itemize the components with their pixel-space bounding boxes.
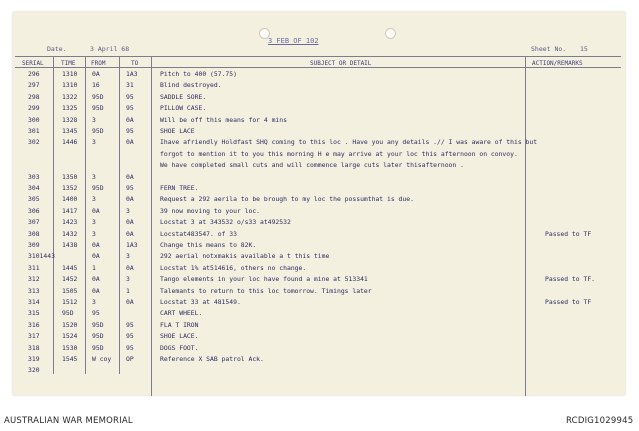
cell-to: 3 <box>126 206 130 215</box>
cell-subject: PILLOW CASE. <box>160 104 207 113</box>
cell-serial: 313 <box>28 286 40 295</box>
cell-serial: 317 <box>28 332 40 341</box>
table-row <box>0 206 639 217</box>
cell-time: 1438 <box>62 241 78 249</box>
cell-serial: 3101443 <box>28 252 55 261</box>
cell-from: 3 <box>92 298 96 306</box>
cell-subject: Pitch to 400 (57.75) <box>160 70 237 78</box>
table-row <box>0 92 639 103</box>
table-row <box>0 194 639 205</box>
cell-to: 95 <box>126 104 134 113</box>
cell-subject: forgot to mention it to you this morning H e may arrive at your loc this afternoon on convoy. <box>160 149 518 158</box>
table-row <box>0 308 639 319</box>
footer-source: AUSTRALIAN WAR MEMORIAL <box>4 416 133 426</box>
cell-time: 1432 <box>62 229 78 238</box>
cell-time: 95D <box>62 309 74 318</box>
cell-serial: 318 <box>28 343 40 352</box>
cell-from: 3 <box>92 115 96 124</box>
cell-subject: Locstat483547. of 33 <box>160 229 237 238</box>
cell-to: 0A <box>126 218 134 227</box>
table-row <box>0 320 639 331</box>
cell-serial: 298 <box>28 92 40 101</box>
cell-time: 1505 <box>62 286 78 295</box>
table-row <box>0 297 639 308</box>
cell-serial: 309 <box>28 241 40 249</box>
cell-subject: 39 now moving to your loc. <box>160 206 261 215</box>
cell-from: 3 <box>92 195 96 204</box>
cell-serial: 303 <box>28 172 40 181</box>
cell-action: Passed to TF <box>545 229 592 238</box>
cell-serial: 305 <box>28 195 40 204</box>
cell-subject: DOGS FOOT. <box>160 343 199 352</box>
cell-subject: Ihave afriendly Holdfast SHQ coming to this loc . Have you any details .// I was aware of this but <box>160 138 538 147</box>
cell-serial: 297 <box>28 81 40 90</box>
sheet-number-value: 15 <box>580 45 588 53</box>
cell-time: 1400 <box>62 195 78 204</box>
cell-subject: Blind destroyed. <box>160 81 222 90</box>
cell-subject: SHOE LACE <box>160 127 195 135</box>
cell-to: 0A <box>126 229 134 238</box>
cell-serial: 308 <box>28 229 40 238</box>
sheet-number-label: Sheet No. <box>531 45 567 53</box>
cell-time: 1520 <box>62 320 78 329</box>
cell-time: 1524 <box>62 332 78 341</box>
cell-to: 3 <box>126 275 130 284</box>
cell-from: 0A <box>92 286 100 295</box>
cell-subject: CART WHEEL. <box>160 309 203 318</box>
cell-subject: Locstat 33 at 481549. <box>160 298 241 306</box>
cell-to: 95 <box>126 343 134 352</box>
cell-action: Passed to TF. <box>545 275 596 284</box>
table-row <box>0 274 639 285</box>
cell-from: 0A <box>92 275 100 284</box>
cell-serial: 315 <box>28 309 40 318</box>
date-label: Date. <box>47 45 67 53</box>
cell-from: W coy <box>92 355 112 363</box>
table-row <box>0 115 639 126</box>
cell-subject: Tango elements in your loc have found a mine at 513341 <box>160 275 368 284</box>
table-row <box>0 240 639 251</box>
cell-to: 95 <box>126 332 134 341</box>
cell-subject: 292 aerial notxmakis available a t this time <box>160 252 330 261</box>
column-header-subject: SUBJECT OR DETAIL <box>310 60 372 67</box>
table-row <box>0 217 639 228</box>
cell-subject: Change this means to 82K. <box>160 241 257 249</box>
cell-subject: We have completed small cuts and will commence large cuts later thisafternoon . <box>160 161 464 170</box>
date-value: 3 April 68 <box>90 45 130 53</box>
cell-time: 1325 <box>62 104 78 113</box>
column-header-from: FROM <box>91 60 106 67</box>
column-header-action: ACTION/REMARKS <box>532 60 583 67</box>
cell-subject: Will be off this means for 4 mins <box>160 115 287 124</box>
cell-from: 95D <box>92 332 104 341</box>
cell-serial: 306 <box>28 206 40 215</box>
cell-serial: 302 <box>28 138 40 147</box>
cell-from: 3 <box>92 229 96 238</box>
cell-subject: FLA T IRON <box>160 320 199 329</box>
cell-serial: 316 <box>28 320 40 329</box>
cell-from: 1 <box>92 263 96 272</box>
cell-serial: 319 <box>28 355 40 363</box>
table-row <box>0 229 639 240</box>
cell-from: 95D <box>92 184 104 192</box>
column-header-to: TO <box>131 60 139 67</box>
cell-from: 95D <box>92 320 104 329</box>
cell-subject: Request a 292 aerila to be brough to my loc the possumthat is due. <box>160 195 414 204</box>
cell-subject: SADDLE SORE. <box>160 92 207 101</box>
cell-from: 3 <box>92 138 96 147</box>
cell-from: 0A <box>92 241 100 249</box>
cell-time: 1530 <box>62 343 78 352</box>
cell-subject: Talemants to return to this loc tomorrow. Timings later <box>160 286 372 295</box>
cell-to: 95 <box>126 320 134 329</box>
cell-to: 95 <box>126 184 134 192</box>
cell-time: 1345 <box>62 127 78 135</box>
cell-time: 1310 <box>62 81 78 90</box>
cell-to: 95 <box>126 92 134 101</box>
cell-time: 1545 <box>62 355 78 363</box>
cell-from: 3 <box>92 218 96 227</box>
cell-action: Passed to TF <box>545 298 592 306</box>
cell-to: 1A3 <box>126 70 138 78</box>
cell-from: 0A <box>92 70 100 78</box>
cell-serial: 314 <box>28 298 40 306</box>
cell-from: 3 <box>92 172 96 181</box>
cell-serial: 307 <box>28 218 40 227</box>
cell-serial: 311 <box>28 263 40 272</box>
cell-to: 0A <box>126 138 134 147</box>
cell-serial: 312 <box>28 275 40 284</box>
cell-time: 1352 <box>62 184 78 192</box>
cell-time: 1322 <box>62 92 78 101</box>
cell-serial: 296 <box>28 70 40 78</box>
cell-time: 1445 <box>62 263 78 272</box>
cell-serial: 299 <box>28 104 40 113</box>
table-row <box>0 80 639 91</box>
cell-subject: Locstat 3 at 343532 o/s33 at492532 <box>160 218 291 227</box>
table-row <box>0 183 639 194</box>
cell-to: 0A <box>126 115 134 124</box>
cell-to: OP <box>126 355 134 363</box>
cell-from: 95D <box>92 92 104 101</box>
cell-time: 1310 <box>62 70 78 78</box>
cell-time: 1328 <box>62 115 78 124</box>
table-row <box>0 354 639 365</box>
table-row <box>0 126 639 137</box>
cell-time: 1512 <box>62 298 78 306</box>
cell-from: 95 <box>92 309 100 318</box>
table-row <box>0 263 639 274</box>
table-row <box>0 160 639 171</box>
table-row <box>0 365 639 376</box>
cell-to: 1A3 <box>126 241 138 249</box>
table-row <box>0 172 639 183</box>
cell-subject: Locstat 1% at514616, others no change. <box>160 263 307 272</box>
table-row <box>0 69 639 80</box>
sheet-title: 3 FEB OF 102 <box>268 37 319 45</box>
cell-from: 16 <box>92 81 100 90</box>
cell-from: 0A <box>92 252 100 261</box>
table-row <box>0 251 639 262</box>
cell-time: 1417 <box>62 206 78 215</box>
cell-time: 1423 <box>62 218 78 227</box>
cell-to: 0A <box>126 195 134 204</box>
table-row <box>0 103 639 114</box>
cell-time: 1452 <box>62 275 78 284</box>
footer-identifier: RCDIG1029945 <box>566 416 634 426</box>
cell-to: 0A <box>126 172 134 181</box>
cell-to: 0A <box>126 263 134 272</box>
cell-time: 1446 <box>62 138 78 147</box>
table-row <box>0 331 639 342</box>
table-row <box>0 286 639 297</box>
column-header-serial: SERIAL <box>22 60 44 67</box>
cell-time: 1350 <box>62 172 78 181</box>
table-row <box>0 343 639 354</box>
cell-serial: 320 <box>28 366 40 375</box>
cell-to: 0A <box>126 298 134 306</box>
cell-serial: 301 <box>28 127 40 135</box>
cell-from: 0A <box>92 206 100 215</box>
cell-subject: SHOE LACE. <box>160 332 199 341</box>
cell-subject: Reference X SAB patrol Ack. <box>160 355 264 363</box>
cell-serial: 304 <box>28 184 40 192</box>
cell-subject: FERN TREE. <box>160 184 199 192</box>
cell-from: 95D <box>92 343 104 352</box>
table-row <box>0 149 639 160</box>
cell-to: 1 <box>126 286 130 295</box>
cell-to: 31 <box>126 81 134 90</box>
cell-serial: 300 <box>28 115 40 124</box>
cell-to: 95 <box>126 127 134 135</box>
cell-to: 3 <box>126 252 130 261</box>
cell-from: 95D <box>92 104 104 113</box>
table-row <box>0 137 639 148</box>
cell-from: 95D <box>92 127 104 135</box>
column-header-time: TIME <box>61 60 76 67</box>
